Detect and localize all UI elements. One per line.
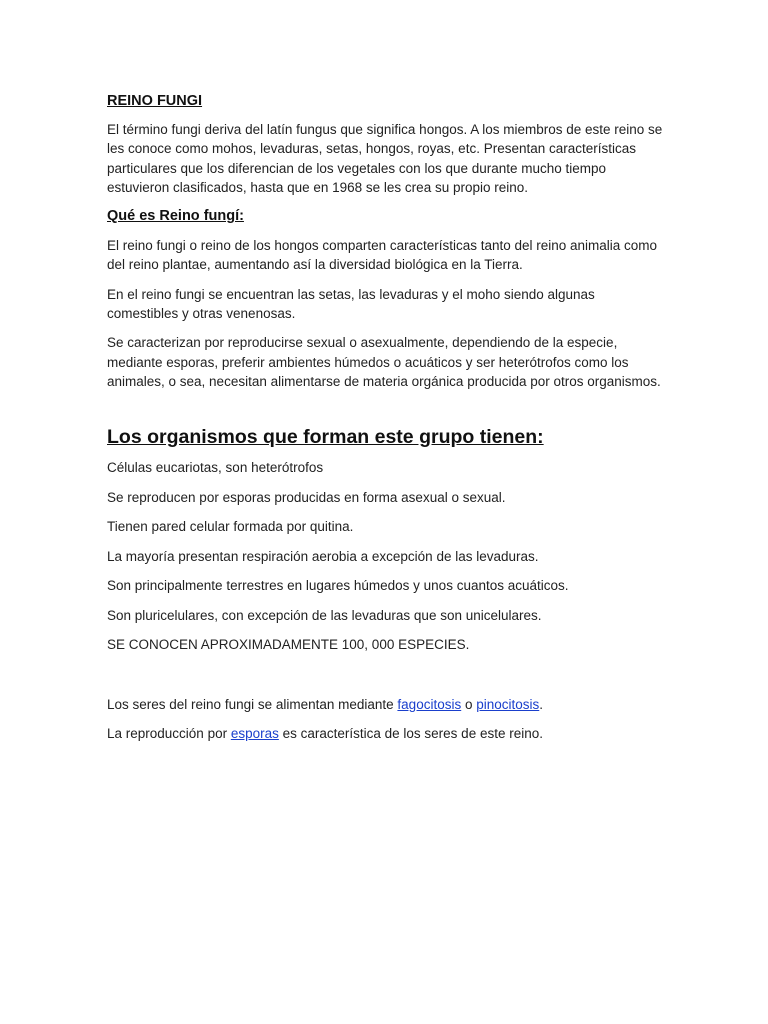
list-item: La mayoría presentan respiración aerobia a excepción de las levaduras. [107, 548, 539, 564]
paragraph: El reino fungi o reino de los hongos comparten características tanto del reino animalia como del reino plantae, aumentando así la diversidad biológica en la Tierra. [107, 238, 658, 273]
section-heading-que-es: Qué es Reino fungí: [107, 208, 244, 225]
feeding-prefix: Los seres del reino fungi se alimentan mediante [107, 696, 398, 712]
list-item: Son pluricelulares, con excepción de las levaduras que son unicelulares. [107, 607, 542, 623]
list-item: Células eucariotas, son heterótrofos [107, 460, 324, 476]
feeding-paragraph [107, 695, 663, 714]
list-item: Son principalmente terrestres en lugares húmedos y unos cuantos acuáticos. [107, 578, 569, 594]
intro-paragraph: El término fungi deriva del latín fungus que significa hongos. A los miembros de este reino se les conoce como mohos, levaduras, setas, hongos, royas, etc. Presentan características particulares que los diferencian de los vegetales con los que durante mucho tiempo estuvieron clasificados, hasta que en 1968 se les crea su propio reino. [107, 122, 663, 195]
list-item: Se reproducen por esporas producidas en forma asexual o sexual. [107, 489, 506, 505]
document-page [107, 92, 663, 753]
list-item: SE CONOCEN APROXIMADAMENTE 100, 000 ESPECIES. [107, 637, 470, 653]
feeding-middle: o [461, 696, 477, 712]
link-pinocitosis[interactable]: pinocitosis [476, 696, 540, 712]
link-fagocitosis[interactable]: fagocitosis [397, 696, 462, 712]
page-title: REINO FUNGI [107, 93, 203, 109]
link-esporas[interactable]: esporas [230, 726, 279, 742]
list-item: Tienen pared celular formada por quitina. [107, 519, 354, 535]
reproduction-suffix: es característica de los seres de este reino. [278, 726, 543, 742]
section-heading-organismos: Los organismos que forman este grupo tienen: [107, 426, 544, 449]
feeding-suffix: . [539, 696, 544, 712]
reproduction-paragraph [107, 724, 663, 743]
reproduction-prefix: La reproducción por [107, 726, 231, 742]
paragraph: Se caracterizan por reproducirse sexual o asexualmente, dependiendo de la especie, mediante esporas, preferir ambientes húmedos o acuáticos y ser heterótrofos como los animales, o sea, necesitan alimentarse de materia orgánica producida por otros organismos. [107, 335, 661, 389]
paragraph: En el reino fungi se encuentran las setas, las levaduras y el moho siendo algunas comestibles y otras venenosas. [107, 286, 595, 322]
